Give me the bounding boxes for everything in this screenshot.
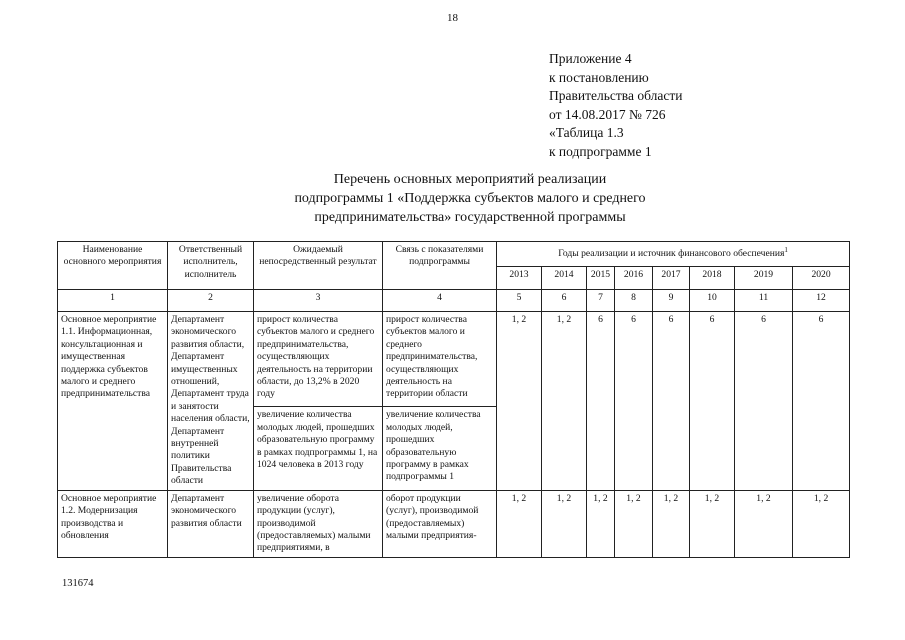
financing-cell: 1, 2	[587, 490, 615, 557]
financing-cell: 1, 2	[497, 312, 542, 491]
financing-cell: 1, 2	[690, 490, 735, 557]
financing-cell: 1, 2	[497, 490, 542, 557]
year-cell: 2013	[497, 267, 542, 290]
link-cell: прирост количества субъектов малого и среднего предпринимательства, осуществляющих деятельность на территории области	[383, 312, 497, 407]
year-cell: 2019	[735, 267, 793, 290]
appendix-line: Приложение 4	[549, 51, 632, 66]
appendix-line: к постановлению	[549, 69, 649, 85]
column-number: 3	[254, 290, 383, 312]
column-number: 1	[58, 290, 168, 312]
title-line: подпрограммы 1 «Поддержка субъектов малого и среднего	[294, 191, 646, 206]
financing-cell: 6	[587, 312, 615, 491]
financing-cell: 1, 2	[653, 490, 690, 557]
column-number: 2	[168, 290, 254, 312]
year-cell: 2018	[690, 267, 735, 290]
column-number: 4	[383, 290, 497, 312]
result-cell: увеличение количества молодых людей, прошедших образовательную программу в рамках подпрограммы 1, на 1024 человека в 2013 году	[254, 407, 383, 490]
column-number: 11	[735, 290, 793, 312]
financing-cell: 1, 2	[735, 490, 793, 557]
executor-cell: Департамент экономического развития области	[168, 490, 254, 557]
executor-cell: Департамент экономического развития области, Департамент имущественных отношений, Департамент труда и занятости населения области, Департамент внутренней политики Правительства области	[168, 312, 254, 491]
header-name: Наименование основного мероприятия	[58, 242, 168, 290]
appendix-block	[549, 50, 682, 161]
header-link: Связь с показателями подпрограммы	[383, 242, 497, 290]
year-cell: 2020	[793, 267, 850, 290]
financing-cell: 6	[690, 312, 735, 491]
years-group-label: Годы реализации и источник финансового обеспечения	[558, 248, 785, 260]
appendix-line: «Таблица 1.3	[549, 125, 624, 140]
title-line: предпринимательства» государственной программы	[314, 210, 626, 225]
financing-cell: 1, 2	[615, 490, 653, 557]
footnote-mark: 1	[784, 246, 788, 254]
column-number: 8	[615, 290, 653, 312]
title-line: Перечень основных мероприятий реализации	[333, 172, 607, 187]
financing-cell: 1, 2	[542, 312, 587, 491]
measure-name-cell: Основное мероприятие 1.2. Модернизация производства и обновления	[58, 490, 168, 557]
header-executor: Ответственный исполнитель, исполнитель	[168, 242, 254, 290]
link-cell: увеличение количества молодых людей, прошедших образовательную программу в рамках подпрограммы 1	[383, 407, 497, 490]
appendix-line: к подпрограмме 1	[549, 143, 652, 159]
result-cell: прирост количества субъектов малого и среднего предпринимательства, осуществляющих деятельность на территории области, до 13,2% в 2020 году	[254, 312, 383, 407]
financing-cell: 1, 2	[793, 490, 850, 557]
document-title	[160, 170, 780, 227]
link-cell: оборот продукции (услуг), производимой (предоставляемых) малыми предприятия-	[383, 490, 497, 557]
financing-cell: 6	[793, 312, 850, 491]
measures-table	[57, 241, 850, 558]
year-cell: 2017	[653, 267, 690, 290]
column-number: 10	[690, 290, 735, 312]
year-cell: 2014	[542, 267, 587, 290]
financing-cell: 6	[653, 312, 690, 491]
header-years-group	[497, 242, 850, 267]
column-number: 5	[497, 290, 542, 312]
page-number: 18	[447, 12, 458, 24]
year-cell: 2016	[615, 267, 653, 290]
measure-name-cell: Основное мероприятие 1.1. Информационная, консультационная и имущественная поддержка субъектов малого и среднего предпринимательства	[58, 312, 168, 491]
financing-cell: 6	[615, 312, 653, 491]
header-result: Ожидаемый непосредственный результат	[254, 242, 383, 290]
financing-cell: 1, 2	[542, 490, 587, 557]
appendix-line: Правительства области	[549, 88, 683, 103]
year-cell: 2015	[587, 267, 615, 290]
column-number: 12	[793, 290, 850, 312]
column-number: 6	[542, 290, 587, 312]
column-number: 7	[587, 290, 615, 312]
document-code: 131674	[62, 578, 94, 589]
column-number: 9	[653, 290, 690, 312]
appendix-line: от 14.08.2017 № 726	[549, 106, 666, 122]
financing-cell: 6	[735, 312, 793, 491]
result-cell: увеличение оборота продукции (услуг), производимой (предоставляемых) малыми предприятиями, в	[254, 490, 383, 557]
